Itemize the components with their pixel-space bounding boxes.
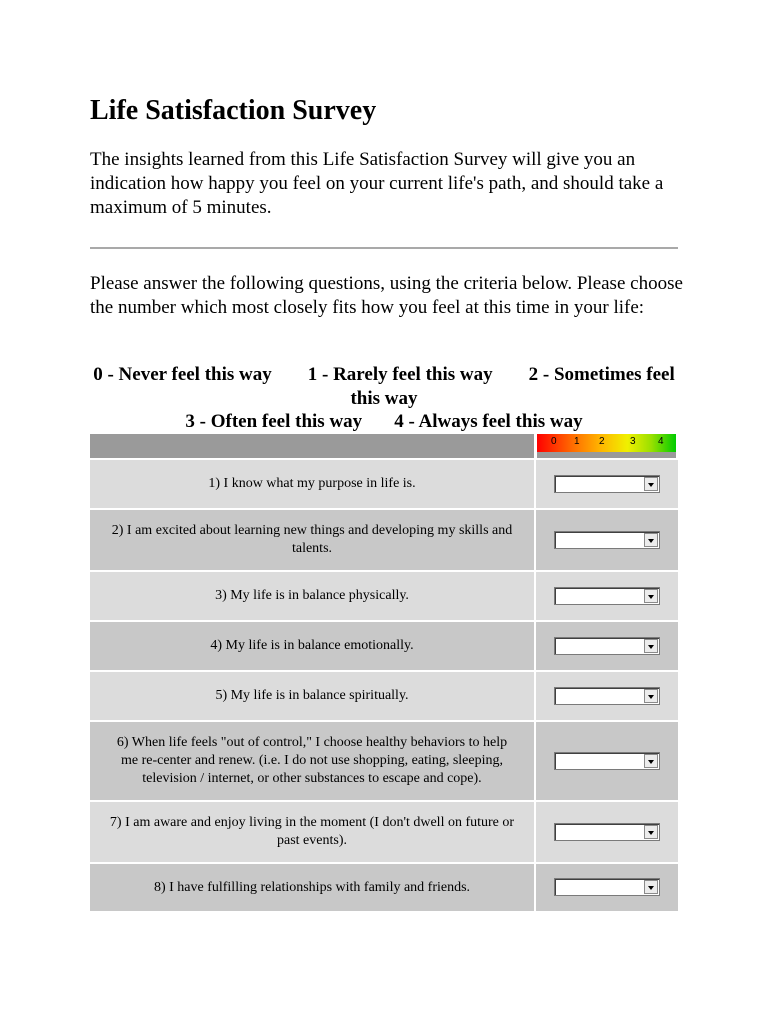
dropdown-arrow-icon[interactable] xyxy=(644,477,658,491)
question-text: 3) My life is in balance physically. xyxy=(90,571,535,621)
criterion-1: 1 - Rarely feel this way xyxy=(307,364,493,385)
scale-header-cell xyxy=(535,434,678,459)
divider xyxy=(90,247,678,249)
instructions-text: Please answer the following questions, using the criteria below. Please choose the number which most closely fits how you feel at this time in your life: xyxy=(90,273,683,318)
criterion-4: 4 - Always feel this way xyxy=(394,411,583,432)
answer-dropdown-4[interactable] xyxy=(554,637,660,655)
dropdown-arrow-icon[interactable] xyxy=(644,825,658,839)
answer-dropdown-5[interactable] xyxy=(554,687,660,705)
answer-dropdown-7[interactable] xyxy=(554,823,660,841)
scale-label-0: 0 xyxy=(551,436,557,447)
survey-table xyxy=(90,434,678,911)
question-text: 8) I have fulfilling relationships with family and friends. xyxy=(90,863,535,911)
answer-dropdown-1[interactable] xyxy=(554,475,660,493)
question-row-2 xyxy=(90,509,678,571)
dropdown-arrow-icon[interactable] xyxy=(644,639,658,653)
question-row-3 xyxy=(90,571,678,621)
question-row-5 xyxy=(90,671,678,721)
question-row-4 xyxy=(90,621,678,671)
dropdown-arrow-icon[interactable] xyxy=(644,533,658,547)
scale-label-4: 4 xyxy=(658,436,664,447)
question-row-1 xyxy=(90,459,678,509)
answer-dropdown-3[interactable] xyxy=(554,587,660,605)
scale-label-2: 2 xyxy=(599,436,605,447)
intro-text: The insights learned from this Life Satisfaction Survey will give you an indication how happy you feel on your current life's path, and should take a maximum of 5 minutes. xyxy=(90,149,664,218)
criterion-0: 0 - Never feel this way xyxy=(93,364,272,385)
question-text: 5) My life is in balance spiritually. xyxy=(90,671,535,721)
rating-criteria xyxy=(90,363,678,434)
scale-label-1: 1 xyxy=(574,436,580,447)
question-row-6 xyxy=(90,721,678,801)
question-header-cell xyxy=(90,434,535,459)
question-text: 7) I am aware and enjoy living in the moment (I don't dwell on future or past events). xyxy=(90,801,535,863)
question-text: 6) When life feels "out of control," I choose healthy behaviors to help me re-center and renew. (i.e. I do not use shopping, eating, sleeping, television / internet, or other substances to escape and cope). xyxy=(90,721,535,801)
question-row-7 xyxy=(90,801,678,863)
question-row-8 xyxy=(90,863,678,911)
criterion-2: 2 - Sometimes feel this way xyxy=(350,364,675,409)
question-text: 1) I know what my purpose in life is. xyxy=(90,459,535,509)
answer-dropdown-6[interactable] xyxy=(554,752,660,770)
scale-label-3: 3 xyxy=(630,436,636,447)
rating-scale-bar xyxy=(537,434,676,458)
question-text: 2) I am excited about learning new things and developing my skills and talents. xyxy=(90,509,535,571)
dropdown-arrow-icon[interactable] xyxy=(644,689,658,703)
dropdown-arrow-icon[interactable] xyxy=(644,589,658,603)
question-text: 4) My life is in balance emotionally. xyxy=(90,621,535,671)
answer-dropdown-2[interactable] xyxy=(554,531,660,549)
survey-header-row xyxy=(90,434,678,459)
answer-dropdown-8[interactable] xyxy=(554,878,660,896)
page-title: Life Satisfaction Survey xyxy=(90,95,377,126)
criterion-3: 3 - Often feel this way xyxy=(185,411,363,432)
dropdown-arrow-icon[interactable] xyxy=(644,880,658,894)
dropdown-arrow-icon[interactable] xyxy=(644,754,658,768)
